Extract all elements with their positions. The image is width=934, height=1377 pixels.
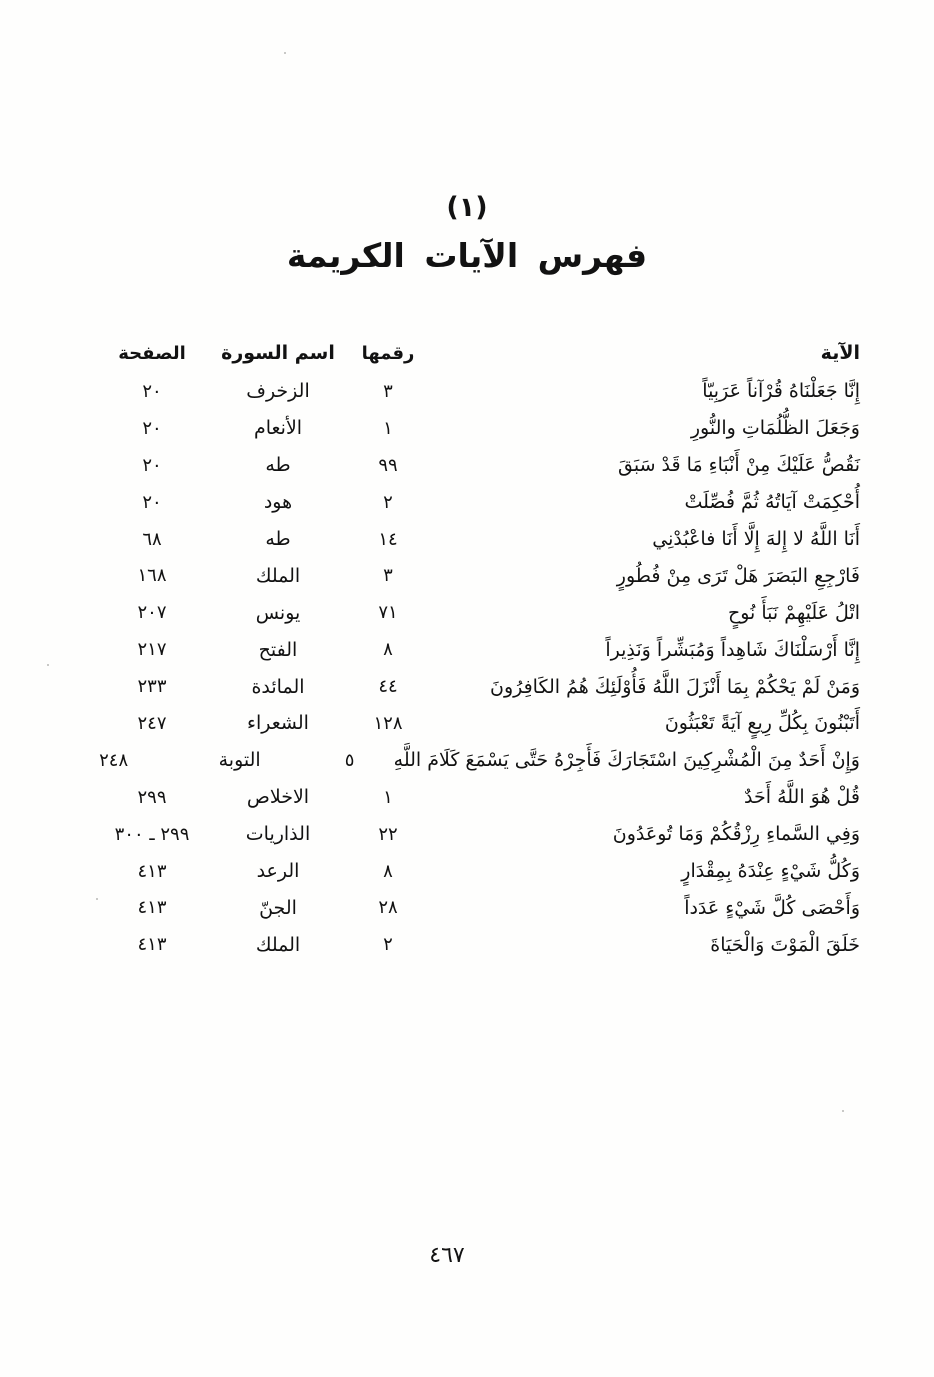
surah-name: المائدة [251,675,305,698]
table-row [92,779,860,816]
surah-name: الملك [255,564,301,587]
table-row [92,447,860,484]
verse-text: وَأَحْصَى كُلَّ شَيْءٍ عَدَداً [684,896,860,919]
table-row [92,705,860,742]
table-row [92,668,860,705]
page-ref: ٢٠ [142,380,162,402]
page-ref: ٤١٣ [137,897,167,919]
verse-index-table [92,333,860,963]
header-page: الصفحة [118,342,186,364]
table-row [92,484,860,521]
verse-number: ٢ [383,491,393,513]
verse-number: ٨ [383,639,393,661]
verse-number: ٢ [383,934,393,956]
table-header-row [92,333,860,373]
verse-number: ١ [383,417,393,439]
scan-speck [96,898,98,900]
table-body [92,373,860,963]
verse-number: ١٢٨ [373,712,403,734]
table-row [92,373,860,410]
page-ref: ١٦٨ [137,565,167,587]
surah-name: الملك [255,933,301,956]
verse-text: فَارْجِعِ البَصَرَ هَلْ تَرَى مِنْ فُطُورٍ [616,564,860,587]
verse-text: وَجَعَلَ الظُّلُمَاتِ والنُّورِ [690,417,860,440]
page-ref: ٤١٣ [137,860,167,882]
section-marker: (١) [446,192,488,223]
scan-speck [842,1110,844,1112]
surah-name: الشعراء [247,712,309,735]
table-row [92,521,860,558]
surah-name: يونس [255,601,301,624]
verse-text: أُحْكِمَتْ آيَاتُهُ ثُمَّ فُصِّلَتْ [684,491,860,514]
table-row [92,594,860,631]
table-row [92,926,860,963]
surah-name: طه [265,528,291,550]
surah-name: الذاريات [245,823,311,846]
verse-text: أَنَا اللَّهُ لا إِلهَ إِلَّا أَنَا فاعْبُدْنِي [652,528,860,550]
table-row [92,816,860,853]
page-ref: ٢٠٧ [137,602,167,624]
surah-name: الرعد [256,860,300,883]
verse-number: ٧١ [378,602,398,624]
verse-text: إِنَّا جَعَلْنَاهُ قُرْآناً عَرَبِيّاً [702,380,860,403]
verse-number: ٩٩ [378,454,398,476]
verse-text: وَكُلُّ شَيْءٍ عِنْدَهُ بِمِقْدَارٍ [681,860,860,883]
verse-text: وَإِنْ أَحَدٌ مِنَ الْمُشْرِكِينَ اسْتَجَارَكَ فَأَجِرْهُ حَتَّى يَسْمَعَ كَلَامَ اللَّهِ [393,749,860,772]
surah-name: طه [265,454,291,477]
table-row [92,853,860,890]
page-ref: ٢١٧ [137,639,167,661]
verse-text: إِنَّا أَرْسَلْنَاكَ شَاهِداً وَمُبَشِّراً وَنَذِيراً [605,638,860,661]
verse-number: ٥ [344,749,355,771]
surah-name: الأنعام [253,417,303,440]
verse-number: ١٤ [378,528,398,550]
verse-text: قُلْ هُوَ اللَّهُ أَحَدٌ [744,786,860,809]
table-row [92,410,860,447]
page-ref: ٢٠ [142,491,162,513]
page-ref: ٤١٣ [137,934,167,956]
verse-text: اتْلُ عَلَيْهِمْ نَبَأَ نُوحٍ [727,601,860,624]
verse-text: أَتَبْنُونَ بِكُلِّ رِيعٍ آيَةً تَعْبَثُونَ [664,712,860,735]
table-row [92,742,860,779]
page-ref: ٢٤٨ [99,749,129,771]
header-surah: اسم السورة [221,342,335,364]
verse-number: ٣ [383,380,393,402]
surah-name: الاخلاص [246,786,310,809]
surah-name: الزخرف [246,380,310,403]
verse-number: ١ [383,786,393,808]
verse-number: ٣ [383,565,393,587]
surah-name: الفتح [258,638,298,661]
table-row [92,889,860,926]
page-ref: ٢٠ [142,454,162,476]
verse-text: وَمَنْ لَمْ يَحْكُمْ بِمَا أَنْزَلَ اللَّهُ فَأُوْلَئِكَ هُمُ الكَافِرُونَ [489,675,860,698]
page-ref: ٢٤٧ [137,712,167,734]
table-row [92,557,860,594]
header-verse: الآية [820,342,860,364]
verse-number: ٢٨ [378,897,398,919]
scan-speck [47,664,49,666]
scan-speck [284,52,286,54]
surah-name: التوبة [218,749,261,772]
page-title: فهرس الآيات الكريمة [286,236,648,275]
page-ref: ٢٩٩ [137,786,167,808]
header-number: رقمها [361,342,415,364]
verse-text: وَفِي السَّماءِ رِزْقُكُمْ وَمَا تُوعَدُونَ [612,823,860,846]
surah-name: الجنّ [259,896,297,919]
page-ref: ٢٩٩ ـ ٣٠٠ [114,823,190,845]
page-ref: ٢٣٣ [137,676,167,698]
page-ref: ٢٠ [142,417,162,439]
page-ref: ٦٨ [142,528,162,550]
verse-number: ٢٢ [378,823,398,845]
surah-name: هود [263,491,293,514]
page-number: ٤٦٧ [429,1243,465,1268]
verse-text: خَلَقَ الْمَوْتَ وَالْحَيَاةَ [710,933,860,956]
table-row [92,631,860,668]
verse-text: نَقُصُّ عَلَيْكَ مِنْ أَنْبَاءِ مَا قَدْ سَبَقَ [618,454,860,477]
verse-number: ٨ [383,860,393,882]
verse-number: ٤٤ [378,676,398,698]
